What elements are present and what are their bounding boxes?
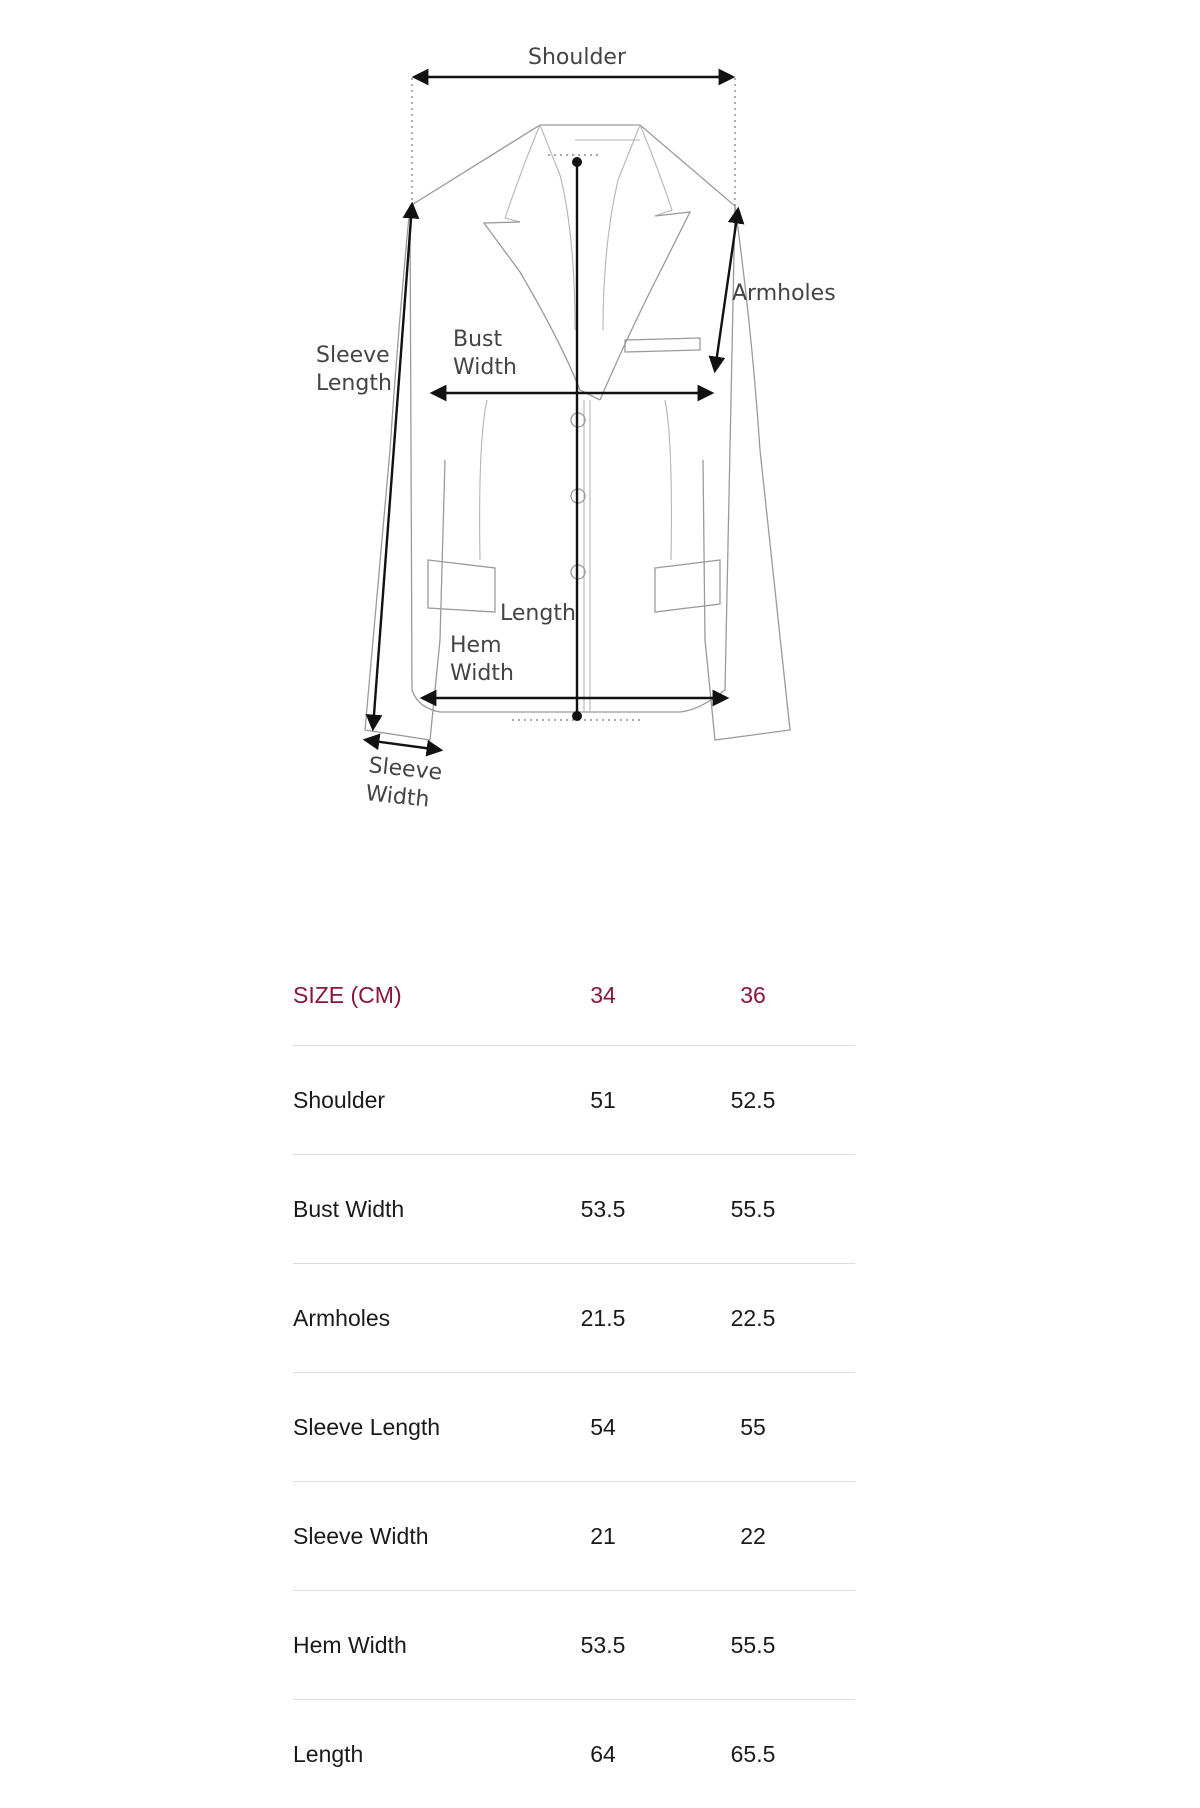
row-label: Armholes bbox=[293, 1305, 391, 1331]
bust-width-measure bbox=[433, 327, 711, 393]
bust-width-label-line2: Width bbox=[453, 355, 517, 380]
sleeve-width-measure bbox=[364, 740, 443, 813]
size-header-34: 34 bbox=[590, 982, 616, 1008]
table-row bbox=[293, 1700, 855, 1808]
bust-width-label-line1: Bust bbox=[453, 327, 503, 352]
row-value-36: 65.5 bbox=[730, 1741, 776, 1767]
row-label: Bust Width bbox=[293, 1196, 405, 1222]
length-measure bbox=[500, 157, 582, 721]
sleeve-length-label-line2: Length bbox=[316, 371, 392, 396]
sleeve-width-label-line1: Sleeve bbox=[367, 753, 444, 786]
row-label: Length bbox=[293, 1741, 364, 1767]
sleeve-length-measure bbox=[316, 205, 412, 728]
row-label: Sleeve Width bbox=[293, 1523, 429, 1549]
hem-width-label-line2: Width bbox=[450, 661, 514, 686]
row-label: Shoulder bbox=[293, 1087, 386, 1113]
row-label: Hem Width bbox=[293, 1632, 407, 1658]
armholes-measure bbox=[715, 210, 836, 370]
sleeve-width-label-line2: Width bbox=[364, 781, 431, 813]
row-value-34: 64 bbox=[590, 1741, 616, 1767]
table-row bbox=[293, 1482, 855, 1591]
size-table-header bbox=[293, 945, 855, 1046]
row-value-36: 55.5 bbox=[730, 1196, 776, 1222]
row-value-36: 52.5 bbox=[730, 1087, 776, 1113]
size-header-label: SIZE (CM) bbox=[293, 982, 402, 1008]
row-value-36: 55 bbox=[740, 1414, 766, 1440]
row-value-36: 55.5 bbox=[730, 1632, 776, 1658]
row-value-34: 53.5 bbox=[580, 1196, 626, 1222]
row-value-34: 21 bbox=[590, 1523, 616, 1549]
table-row bbox=[293, 1046, 855, 1155]
row-value-34: 54 bbox=[590, 1414, 616, 1440]
row-value-34: 53.5 bbox=[580, 1632, 626, 1658]
table-row bbox=[293, 1155, 855, 1264]
jacket-measurement-diagram bbox=[0, 0, 1200, 860]
row-value-34: 21.5 bbox=[580, 1305, 626, 1331]
table-row bbox=[293, 1264, 855, 1373]
armholes-label: Armholes bbox=[732, 281, 836, 306]
size-header-36: 36 bbox=[740, 982, 766, 1008]
row-value-36: 22.5 bbox=[730, 1305, 776, 1331]
size-chart-table bbox=[293, 945, 855, 1808]
table-row bbox=[293, 1591, 855, 1700]
sleeve-length-label-line1: Sleeve bbox=[316, 343, 390, 368]
length-label: Length bbox=[500, 601, 576, 626]
table-row bbox=[293, 1373, 855, 1482]
row-value-36: 22 bbox=[740, 1523, 766, 1549]
shoulder-label: Shoulder bbox=[528, 45, 626, 70]
row-label: Sleeve Length bbox=[293, 1414, 441, 1440]
row-value-34: 51 bbox=[590, 1087, 616, 1113]
hem-width-measure bbox=[423, 633, 726, 698]
hem-width-label-line1: Hem bbox=[450, 633, 502, 658]
